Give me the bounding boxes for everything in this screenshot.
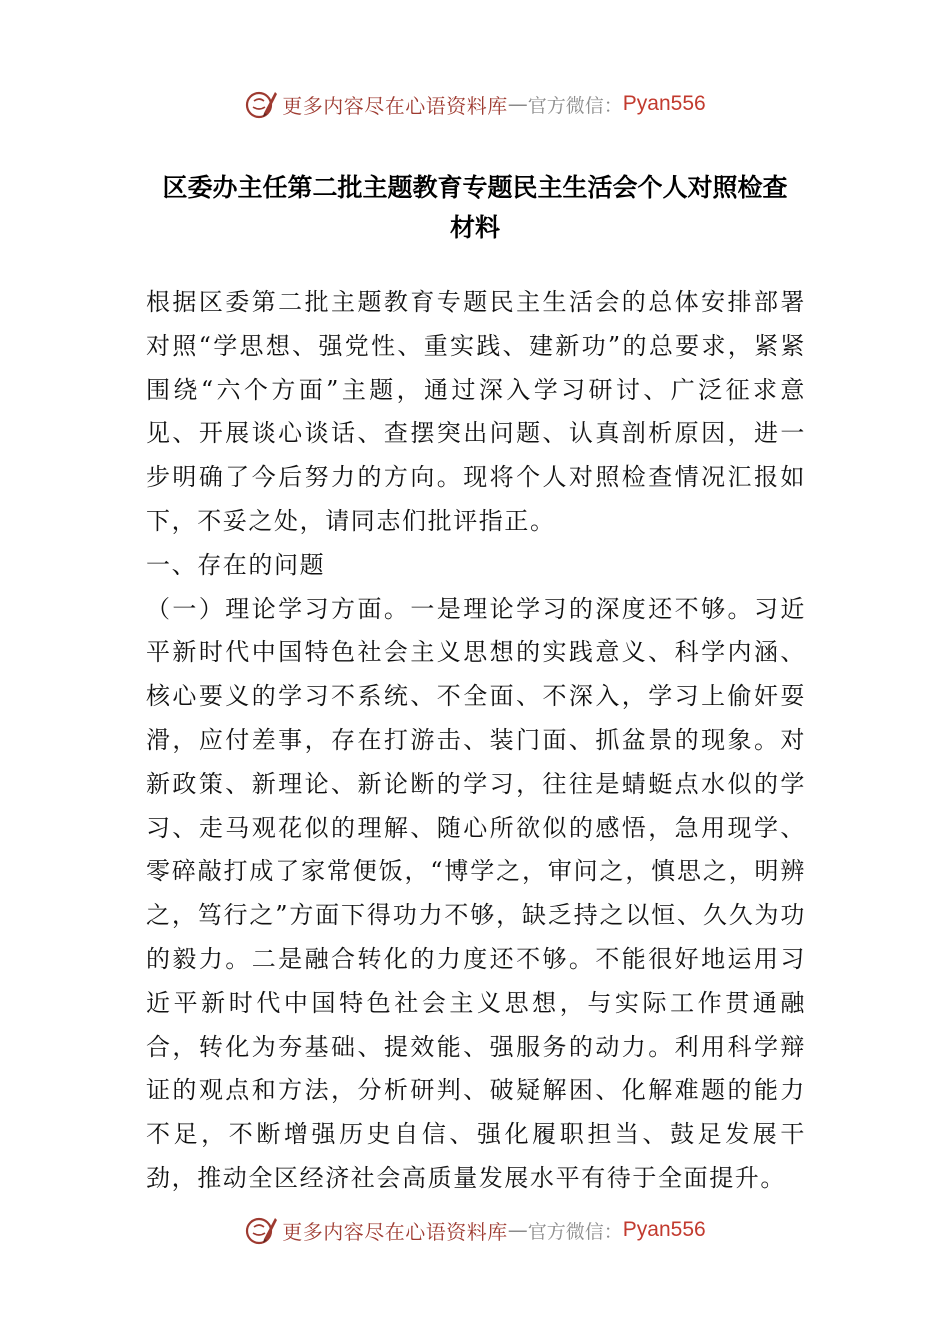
- document-body: [146, 281, 806, 1201]
- pen-logo-icon: [244, 1213, 278, 1247]
- watermark-id: Pyan556: [622, 92, 706, 115]
- watermark-separator: —: [507, 92, 528, 116]
- pen-logo-icon: [244, 87, 278, 121]
- document-title: [140, 168, 810, 248]
- watermark-id: Pyan556: [622, 1218, 706, 1241]
- watermark-banner-bottom: [0, 1208, 950, 1252]
- watermark-label: 官方微信：: [527, 1220, 623, 1243]
- intro-paragraph: 根据区委第二批主题教育专题民主生活会的总体安排部署对照“学思想、强党性、重实践、建新功”的总要求，紧紧围绕“六个方面”主题，通过深入学习研讨、广泛征求意见、开展谈心谈话、查摆突出问题、认真剖析原因，进一步明确了今后努力的方向。现将个人对照检查情况汇报如下，不妥之处，请同志们批评指正。: [146, 288, 806, 535]
- theory-study-paragraph: （一）理论学习方面。一是理论学习的深度还不够。习近平新时代中国特色社会主义思想的实践意义、科学内涵、核心要义的学习不系统、不全面、不深入，学习上偷奸耍滑，应付差事，存在打游击、装门面、抓盆景的现象。对新政策、新理论、新论断的学习，往往是蜻蜓点水似的学习、走马观花似的理解、随心所欲似的感悟，急用现学、零碎敲打成了家常便饭，“博学之，审问之，慎思之，明辨之，笃行之”方面下得功力不够，缺乏持之以恒、久久为功的毅力。二是融合转化的力度还不够。不能很好地运用习近平新时代中国特色社会主义思想，与实际工作贯通融合，转化为夯基础、提效能、强服务的动力。利用科学辩证的观点和方法，分析研判、破疑解困、化解难题的能力不足，不断增强历史自信、强化履职担当、鼓足发展干劲，推动全区经济社会高质量发展水平有待于全面提升。: [146, 594, 806, 1192]
- section-heading: 一、存在的问题: [146, 550, 326, 579]
- watermark-separator: —: [507, 1218, 528, 1242]
- watermark-text: 更多内容尽在心语资料库: [282, 1219, 508, 1244]
- title-line-1: 区委办主任第二批主题教育专题民主生活会个人对照检查: [162, 173, 788, 202]
- watermark-text: 更多内容尽在心语资料库: [282, 93, 508, 118]
- title-line-2: 材料: [449, 213, 500, 242]
- watermark-label: 官方微信：: [527, 94, 623, 117]
- watermark-banner-top: [0, 82, 950, 126]
